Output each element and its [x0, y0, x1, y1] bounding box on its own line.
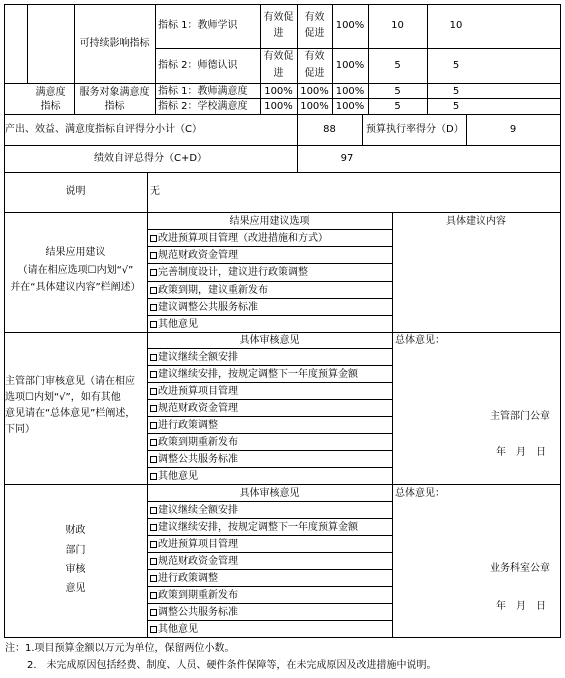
result-section-hint-line2: 并在“具体建议内容”栏阐述） — [10, 282, 141, 293]
finance-options-header: 具体审核意见 — [239, 488, 300, 499]
checkbox[interactable] — [150, 388, 157, 395]
actual-value: 100% — [300, 101, 329, 112]
checkbox[interactable] — [150, 524, 157, 531]
dept-section-line4: 下同） — [5, 424, 35, 435]
dept-option[interactable]: 进行政策调整 — [150, 418, 218, 433]
indicator-name: 指标 2：师德认识 — [158, 60, 238, 71]
subtotal-label: 产出、效益、满意度指标自评得分小计（C） — [5, 124, 202, 135]
checkbox[interactable] — [150, 592, 157, 599]
dept-option[interactable]: 调整公共服务标准 — [150, 452, 238, 467]
finance-seal-label: 业务科室公章 — [490, 563, 550, 574]
checkbox[interactable] — [150, 456, 157, 463]
subtotal-value: 88 — [323, 124, 336, 135]
dept-option[interactable]: 改进预算项目管理 — [150, 384, 238, 399]
note-line-1: 注：1.项目预算金额以万元为单位，保留两位小数。 — [5, 643, 235, 654]
finance-option[interactable]: 建议继续安排，按规定调整下一年度预算金额 — [150, 520, 358, 535]
result-detail-header: 具体建议内容 — [446, 216, 506, 227]
dept-section-line3: 意见请在“总体意见”栏阐述， — [5, 408, 136, 419]
checkbox[interactable] — [150, 252, 157, 259]
checkbox[interactable] — [150, 287, 157, 294]
score-value: 5 — [394, 101, 401, 112]
finance-section-line1: 财政 — [65, 525, 86, 536]
finance-date-label: 年 月 日 — [496, 601, 546, 612]
actual-line1: 有效 — [304, 12, 325, 23]
result-option[interactable]: 规范财政资金管理 — [150, 248, 238, 263]
result-option[interactable]: 政策到期，建议重新发布 — [150, 283, 268, 298]
finance-option[interactable]: 进行政策调整 — [150, 571, 218, 586]
target-line1: 有效促 — [263, 12, 294, 23]
explain-value: 无 — [150, 186, 160, 197]
finance-option[interactable]: 政策到期重新发布 — [150, 588, 238, 603]
target-value: 100% — [264, 86, 293, 97]
satisfaction-label-line1: 满意度 — [35, 87, 66, 98]
checkbox[interactable] — [150, 626, 157, 633]
indicator-name: 指标 1：教师满意度 — [158, 86, 248, 97]
checkbox[interactable] — [150, 558, 157, 565]
dept-date-label: 年 月 日 — [496, 447, 546, 458]
target-line2: 进 — [273, 28, 284, 39]
weight-value: 100% — [335, 86, 365, 97]
dept-overall-label: 总体意见： — [395, 335, 445, 346]
note-line-2: 2. 未完成原因包括经费、制度、人员、硬件条件保障等，在未完成原因及改进措施中说明。 — [27, 660, 437, 671]
score-value: 10 — [391, 20, 404, 31]
dept-section-line1: 主管部门审核意见（请在相应 — [5, 376, 135, 387]
service-label-line2: 指标 — [104, 101, 125, 112]
result-section-hint-line1: （请在相应选项☐内划“√” — [17, 265, 134, 276]
checkbox[interactable] — [150, 235, 157, 242]
score-value: 5 — [394, 86, 401, 97]
finance-option[interactable]: 建议继续全额安排 — [150, 503, 238, 518]
checkbox[interactable] — [150, 269, 157, 276]
finance-option[interactable]: 其他意见 — [150, 622, 198, 637]
checkbox[interactable] — [150, 371, 157, 378]
result-option[interactable]: 其他意见 — [150, 317, 198, 332]
finance-option[interactable]: 调整公共服务标准 — [150, 605, 238, 620]
checkbox[interactable] — [150, 405, 157, 412]
total-value: 97 — [340, 153, 354, 164]
dept-option[interactable]: 其他意见 — [150, 469, 198, 484]
actual-line2: 促进 — [304, 68, 325, 79]
score-value: 5 — [452, 101, 460, 112]
finance-section-line4: 意见 — [65, 583, 86, 594]
finance-option[interactable]: 改进预算项目管理 — [150, 537, 238, 552]
explain-label: 说明 — [65, 186, 86, 197]
target-line2: 进 — [273, 68, 284, 79]
target-value: 100% — [264, 101, 293, 112]
result-option[interactable]: 改进预算项目管理（改进措施和方式） — [150, 231, 328, 246]
actual-line1: 有效 — [304, 51, 325, 62]
checkbox[interactable] — [150, 304, 157, 311]
dept-options-header: 具体审核意见 — [239, 335, 300, 346]
dept-section-line2: 选项☐内划“√”，如有其他 — [5, 392, 121, 403]
checkbox[interactable] — [150, 575, 157, 582]
dept-option[interactable]: 规范财政资金管理 — [150, 401, 238, 416]
score-value: 5 — [452, 60, 460, 71]
dept-option[interactable]: 政策到期重新发布 — [150, 435, 238, 450]
checkbox[interactable] — [150, 507, 157, 514]
checkbox[interactable] — [150, 609, 157, 616]
satisfaction-label-line2: 指标 — [40, 101, 61, 112]
checkbox[interactable] — [150, 422, 157, 429]
weight-value: 100% — [335, 101, 365, 112]
indicator-name: 指标 1：教师学识 — [158, 20, 238, 31]
score-value: 5 — [394, 60, 401, 71]
dept-seal-label: 主管部门公章 — [490, 411, 550, 422]
dept-option[interactable]: 建议继续全额安排 — [150, 350, 238, 365]
indicator-name: 指标 2：学校满意度 — [158, 101, 248, 112]
finance-overall-label: 总体意见： — [395, 488, 445, 499]
weight-value: 100% — [335, 60, 365, 71]
result-option[interactable]: 完善制度设计，建议进行政策调整 — [150, 265, 308, 280]
checkbox[interactable] — [150, 439, 157, 446]
result-section-title: 结果应用建议 — [45, 247, 106, 258]
finance-section-line3: 审核 — [65, 564, 86, 575]
score-value: 10 — [449, 20, 463, 31]
checkbox[interactable] — [150, 321, 157, 328]
budget-rate-label: 预算执行率得分（D） — [366, 124, 464, 135]
target-line1: 有效促 — [263, 51, 294, 62]
weight-value: 100% — [335, 20, 365, 31]
checkbox[interactable] — [150, 473, 157, 480]
service-label-line1: 服务对象满意度 — [79, 87, 150, 98]
total-label: 绩效自评总得分（C+D） — [93, 153, 208, 164]
checkbox[interactable] — [150, 354, 157, 361]
dept-option[interactable]: 建议继续安排，按规定调整下一年度预算金额 — [150, 367, 358, 382]
score-value: 5 — [452, 86, 460, 97]
actual-line2: 促进 — [304, 28, 325, 39]
sustain-indicator-label: 可持续影响指标 — [79, 38, 150, 49]
finance-option[interactable]: 规范财政资金管理 — [150, 554, 238, 569]
actual-value: 100% — [300, 86, 329, 97]
checkbox[interactable] — [150, 541, 157, 548]
finance-section-line2: 部门 — [65, 545, 86, 556]
budget-rate-value: 9 — [509, 124, 517, 135]
result-options-header: 结果应用建议选项 — [229, 216, 310, 227]
result-option[interactable]: 建议调整公共服务标准 — [150, 300, 258, 315]
